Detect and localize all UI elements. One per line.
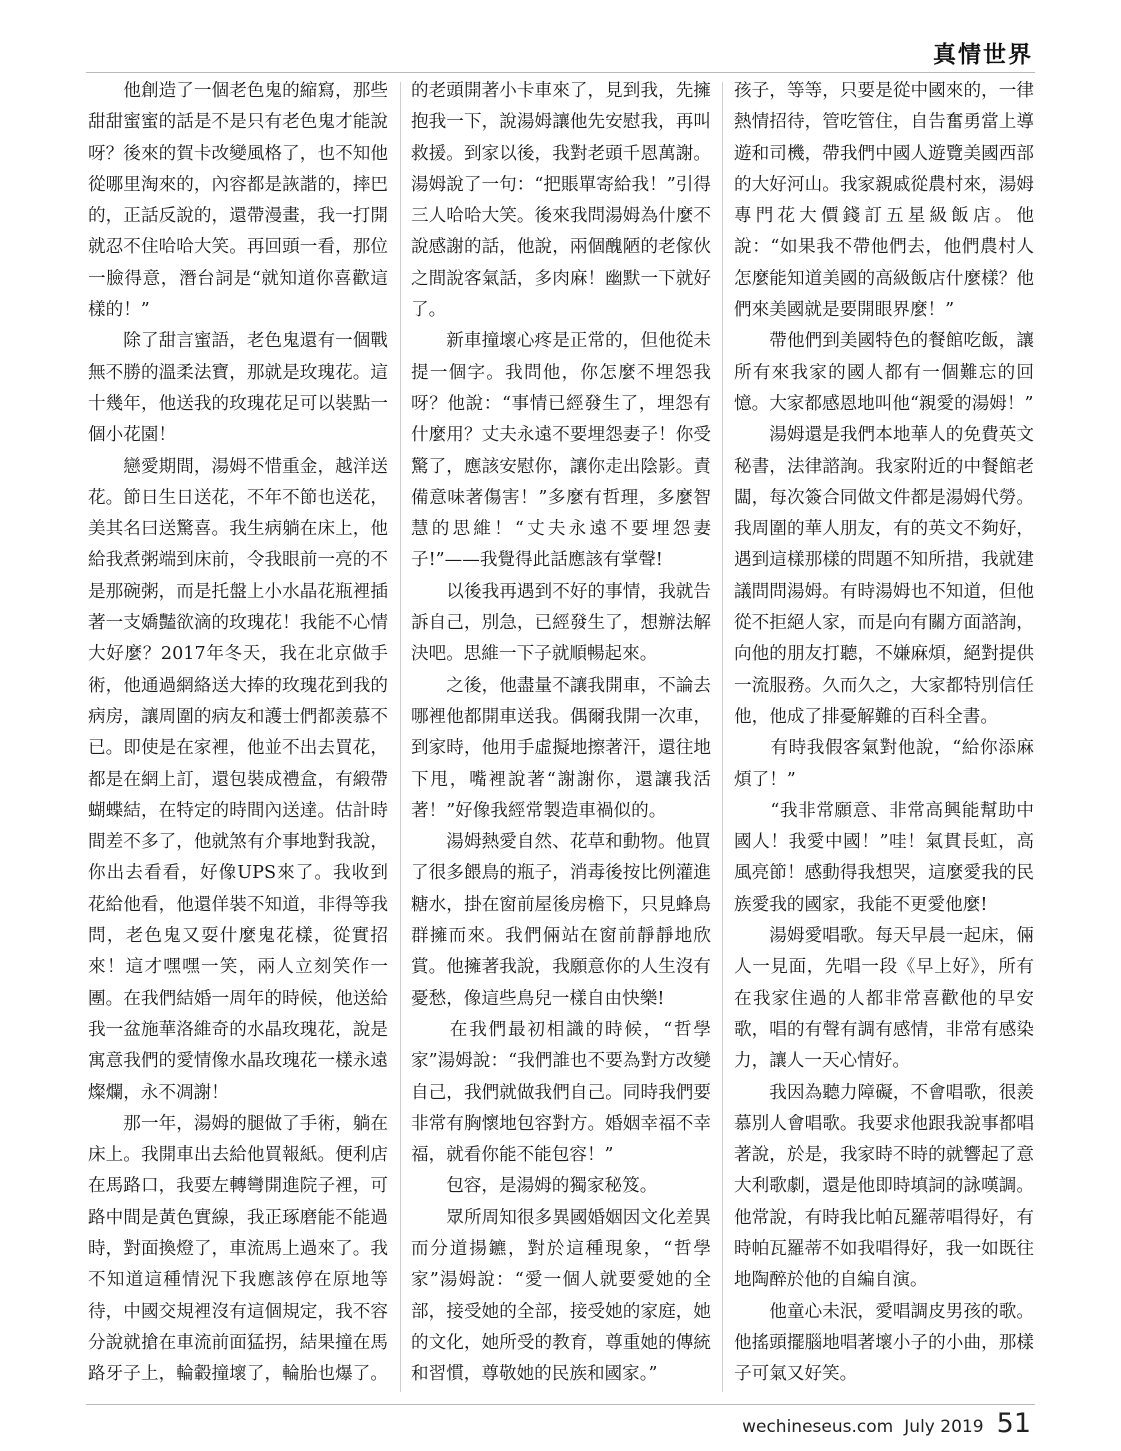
paragraph: 新車撞壞心疼是正常的，但他從未提一個字。我問他，你怎麼不埋怨我呀？他說：“事情已經發生了，埋怨有什麼用？丈夫永遠不要埋怨妻子！你受驚了，應該安慰你，讓你走出陰影。責備意味著傷害！”多麼有哲理，多麼智慧的思維！“丈夫永遠不要埋怨妻子!”——我覺得此話應該有掌聲! bbox=[411, 331, 711, 571]
paragraph: 那一年，湯姆的腿做了手術，躺在床上。我開車出去給他買報紙。便利店在馬路口，我要左轉彎開進院子裡，可路中間是黃色實線，我正琢磨能不能過時，對面換燈了，車流馬上過來了。我不知道這種情況下我應該停在原地等待，中國交規裡沒有這個規定，我不容分說就搶在車流前面猛拐，結果撞在馬路牙子上，輪轂撞壞了，輪胎也爆了。 bbox=[88, 1113, 388, 1385]
text-column-3 bbox=[734, 76, 1034, 1394]
paragraph: 湯姆熱愛自然、花草和動物。他買了很多餵鳥的瓶子，消毒後按比例灌進糖水，掛在窗前屋後房檐下，只見蜂鳥群擁而來。我們倆站在窗前靜靜地欣賞。他擁著我說，我願意你的人生沒有憂愁，像這些鳥兒一樣自由快樂! bbox=[411, 832, 711, 1009]
paragraph: 眾所周知很多異國婚姻因文化差異而分道揚鑣，對於這種現象，“哲學家”湯姆說：“愛一個人就要愛她的全部，接受她的全部，接受她的家庭，她的文化，她所受的教育，尊重她的傳統和習慣，尊敬她的民族和國家。” bbox=[411, 1207, 711, 1385]
magazine-section-title: 真情世界 bbox=[933, 42, 1033, 68]
article-body bbox=[88, 76, 1034, 1394]
paragraph: 以後我再遇到不好的事情，我就告訴自己，別急，已經發生了，想辦法解決吧。思維一下子就順暢起來。 bbox=[411, 581, 711, 665]
paragraph: 在我們最初相識的時候，“哲學家”湯姆說：“我們誰也不要為對方改變自己，我們就做我們自己。同時我們要非常有胸懷地包容對方。婚姻幸福不幸福，就看你能不能包容！” bbox=[411, 1019, 711, 1166]
top-divider bbox=[86, 72, 1035, 73]
website-link[interactable]: wechineseus.com bbox=[742, 1417, 894, 1437]
page-number: 51 bbox=[996, 1408, 1031, 1439]
paragraph: “我非常願意、非常高興能幫助中國人！我愛中國！”哇！氣貫長虹，高風亮節！感動得我想哭，這麼愛我的民族愛我的國家，我能不更愛他麼! bbox=[734, 800, 1034, 915]
bottom-divider bbox=[86, 1404, 1035, 1405]
column-divider bbox=[722, 82, 723, 1392]
page-footer bbox=[742, 1408, 1031, 1439]
paragraph bbox=[734, 1390, 1034, 1394]
text-column-1 bbox=[88, 76, 388, 1394]
paragraph: 的老頭開著小卡車來了，見到我，先擁抱我一下，說湯姆讓他先安慰我，再叫救援。到家以後，我對老頭千恩萬謝。湯姆說了一句：“把賬單寄給我！”引得三人哈哈大笑。後來我問湯姆為什麼不說感謝的話，他說，兩個醜陋的老傢伙之間說客氣話，多肉麻！幽默一下就好了。 bbox=[411, 81, 711, 321]
paragraph: 除了甜言蜜語，老色鬼還有一個戰無不勝的溫柔法寶，那就是玫瑰花。這十幾年，他送我的玫瑰花足可以裝點一個小花園！ bbox=[88, 331, 388, 446]
paragraph: 他童心未泯，愛唱調皮男孩的歌。他搖頭擺腦地唱著壞小子的小曲，那樣子可氣又好笑。 bbox=[734, 1301, 1034, 1385]
paragraph: 之後，他盡量不讓我開車，不論去哪裡他都開車送我。偶爾我開一次車，到家時，他用手虛擬地擦著汗，還往地下甩，嘴裡說著“謝謝你，還讓我活著！”好像我經常製造車禍似的。 bbox=[411, 675, 711, 821]
paragraph: 有時我假客氣對他說，“給你添麻煩了！” bbox=[734, 738, 1034, 790]
paragraph bbox=[411, 1390, 711, 1394]
paragraph: 湯姆愛唱歌。每天早晨一起床，倆人一見面，先唱一段《早上好》，所有在我家住過的人都非常喜歡他的早安歌，唱的有聲有調有感情，非常有感染力，讓人一天心情好。 bbox=[734, 926, 1034, 1072]
paragraph: 包容，是湯姆的獨家秘笈。 bbox=[411, 1176, 658, 1197]
issue-date: July 2019 bbox=[904, 1417, 984, 1437]
paragraph: 他創造了一個老色鬼的縮寫，那些甜甜蜜蜜的話是不是只有老色鬼才能說呀？後來的賀卡改變風格了，也不知他從哪里淘來的，內容都是詼諧的，摔巴的，正話反說的，還帶漫畫，我一打開就忍不住哈哈大笑。再回頭一看，那位一臉得意，潛台詞是“就知道你喜歡這樣的！” bbox=[88, 81, 388, 321]
text-column-2 bbox=[411, 76, 711, 1394]
paragraph: 孩子，等等，只要是從中國來的，一律熱情招待，管吃管住，自告奮勇當上導遊和司機，帶我們中國人遊覽美國西部的大好河山。我家親戚從農村來，湯姆專門花大價錢訂五星級飯店。他說：“如果我不帶他們去，他們農村人怎麼能知道美國的高級飯店什麼樣？他們來美國就是要開眼界麼！” bbox=[734, 81, 1034, 321]
paragraph: 湯姆還是我們本地華人的免費英文秘書，法律諮詢。我家附近的中餐館老闆，每次簽合同做文件都是湯姆代勞。我周圍的華人朋友，有的英文不夠好，遇到這樣那樣的問題不知所措，我就建議問問湯姆。有時湯姆也不知道，但他從不拒絕人家，而是向有關方面諮詢，向他的朋友打聽，不嫌麻煩，絕對提供一流服務。久而久之，大家都特別信任他，他成了排憂解難的百科全書。 bbox=[734, 425, 1034, 727]
column-divider bbox=[400, 82, 401, 1392]
paragraph: 我因為聽力障礙，不會唱歌，很羨慕別人會唱歌。我要求他跟我說事都唱著說，於是，我家時不時的就響起了意大利歌劇，還是他即時填詞的詠嘆調。他常說，有時我比帕瓦羅蒂唱得好，有時帕瓦羅蒂不如我唱得好，我一如既往地陶醉於他的自編自演。 bbox=[734, 1082, 1034, 1291]
paragraph: 戀愛期間，湯姆不惜重金，越洋送花。節日生日送花，不年不節也送花，美其名曰送驚喜。我生病躺在床上，他給我煮粥端到床前，令我眼前一亮的不是那碗粥，而是托盤上小水晶花瓶裡插著一支嬌豔欲滴的玫瑰花！我能不心情大好麼？2017年冬天，我在北京做手術，他通過網絡送大捧的玫瑰花到我的病房，讓周圍的病友和護士們都羨慕不已。即使是在家裡，他並不出去買花，都是在網上訂，還包裝成禮盒，有緞帶蝴蝶結，在特定的時間內送達。估計時間差不多了，他就煞有介事地對我說，你出去看看，好像UPS來了。我收到花給他看，他還佯裝不知道，非得等我問，老色鬼又耍什麼鬼花樣，從實招來！這才嘿嘿一笑，兩人立刻笑作一團。在我們結婚一周年的時候，他送給我一盆施華洛維奇的水晶玫瑰花，說是寓意我們的愛情像水晶玫瑰花一樣永遠燦爛，永不凋謝！ bbox=[88, 456, 388, 1103]
paragraph: 帶他們到美國特色的餐館吃飯，讓所有來我家的國人都有一個難忘的回憶。大家都感恩地叫他“親愛的湯姆！” bbox=[734, 331, 1034, 414]
